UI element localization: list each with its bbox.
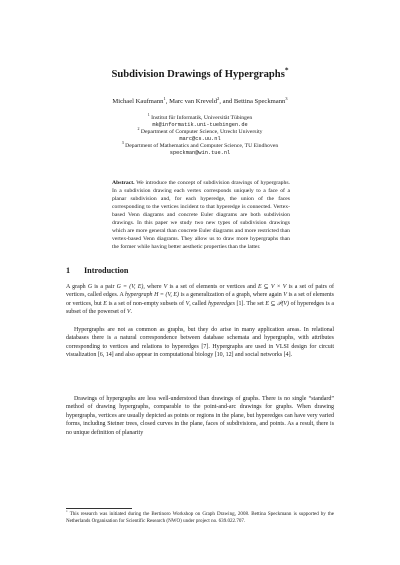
affiliation-email: marc@cs.uu.nl — [179, 135, 221, 142]
author-list: Michael Kaufmann$^1$, Marc van Kreveld$^2$, and Bettina Speckmann$^3$ — [112, 95, 288, 105]
body-paragraph-3: Drawings of hypergraphs are less well-understood than drawings of graphs. There is no single “standard” method of drawing hypergraphs, comparable to the point-and-arc drawings for graphs. When drawing hypergraphs, vertices are usually depicted as points or regions in the plane, but hyperedges can have very varied forms, including Steiner trees, closed curves in the plane, faces of subdivisions, and points. As a result, there is no unique definition of planarity — [66, 396, 334, 436]
body-paragraph-2: Hypergraphs are not as common as graphs, but they do arise in many application areas. In relational databases there is a natural correspondence between database schemata and hypergraphs, with attributes corresponding to vertices and relations to hyperedges [7]. Hypergraphs are used in VLSI design for circuit visualization [6, 14] and also appear in computational biology [10, 12] and social networks [4]. — [66, 327, 334, 359]
body-paragraph-1: A graph G is a pair G = (V, E), where V is a set of elements or vertices and E ⊆ V × V is a set of pairs of vertices, called edges. A hypergraph H = (V, E) is a generalization of a graph, where again V is a set of elements or vertices, but E is a set of non-empty subsets of V, called hyperedges [1]. The set E ⊆ 𝒫(V) of hyperedges is a subset of the powerset of V. — [66, 284, 335, 316]
footnote: * This research was initiated during the Bertinoro Workshop on Graph Drawing, 2008. Bettina Speckmann is supported by the Netherlands Organisation for Scientific Research (NWO) under project no. 639.022.707. — [66, 509, 335, 525]
author-name: Bettina Speckmann — [233, 98, 286, 105]
abstract — [112, 180, 290, 252]
affiliation-2: $^2$ Department of Computer Science, Utrecht University marc@cs.uu.nl — [0, 129, 400, 142]
author-name: Marc van Kreveld — [169, 98, 218, 105]
abstract-label: Abstract. — [112, 180, 135, 186]
affiliation-3: $^3$ Department of Mathematics and Computer Science, TU Eindhoven speckman@win.tue.nl — [0, 143, 400, 156]
author-name: Michael Kaufmann — [112, 98, 164, 105]
paper-title: Subdivision Drawings of Hypergraphs* — [111, 65, 289, 80]
affiliation-email: mk@informatik.uni-tuebingen.de — [152, 121, 248, 128]
section-heading: 1 Introduction — [66, 266, 129, 275]
affiliation-1: $^1$ Institut für Informatik, Universität Tübingen mk@informatik.uni-tuebingen.de — [0, 115, 400, 128]
abstract-text: We introduce the concept of subdivision drawings of hypergraphs. In a subdivision drawing each vertex corresponds uniquely to a face of a planar subdivision and, for each hyperedge, the union of the faces corresponding to the vertices incident to that hyperedge is connected. Vertex-based Venn diagrams and concrete Euler diagrams are both subdivision drawings. In this paper we study two new types of subdivision drawings which are more general than concrete Euler diagrams and more restricted than vertex-based Venn diagrams. They allow us to draw more hypergraphs than the former while having better aesthetic properties than the latter. — [112, 180, 290, 250]
footnote-rule — [66, 508, 132, 509]
title-footnote-mark: * — [284, 65, 289, 75]
affiliation-email: speckman@win.tue.nl — [169, 149, 231, 156]
